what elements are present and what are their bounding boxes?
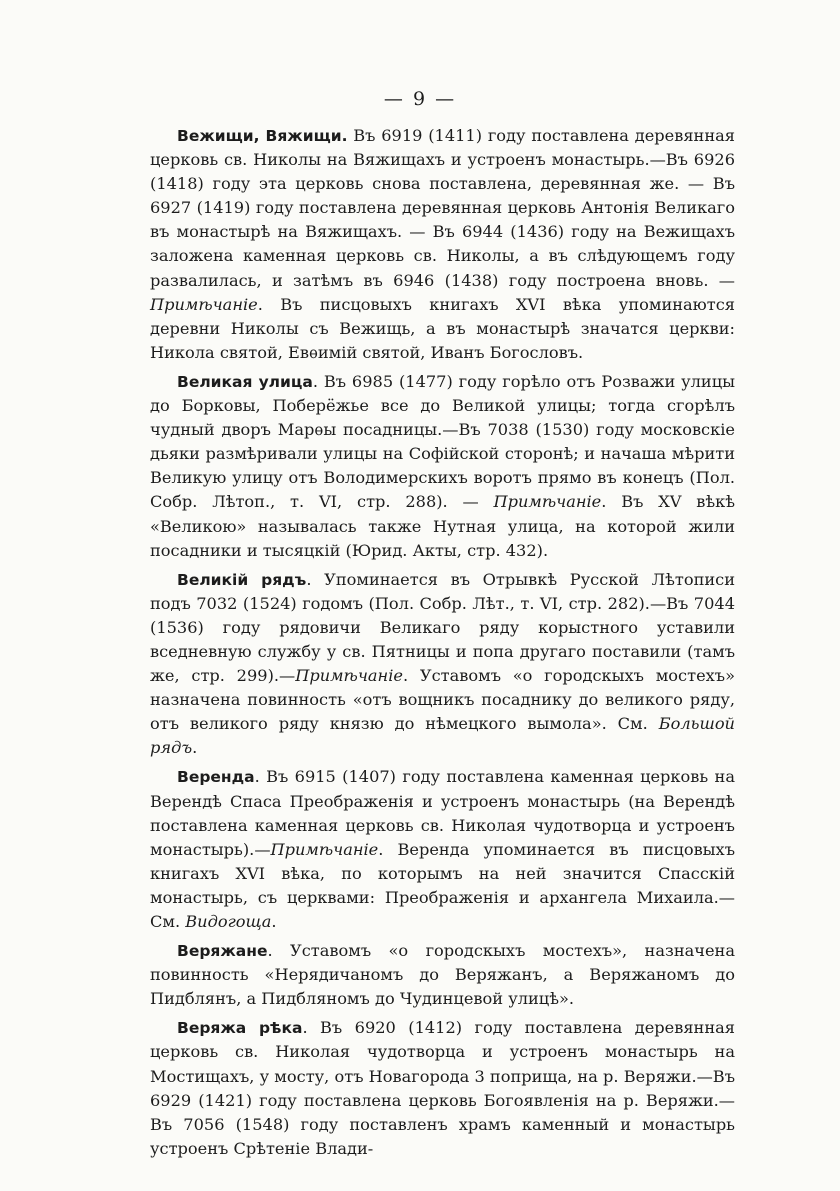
entry-term: Великая улица	[177, 372, 313, 391]
page-body	[150, 124, 735, 1166]
entry-text: .	[192, 738, 198, 758]
entry-note: Примѣчаніе	[270, 839, 379, 859]
entry-vezhishchi	[150, 124, 735, 365]
entry-note: Примѣчаніе	[493, 492, 602, 512]
entry-velikaya-ulitsa	[150, 370, 735, 563]
entry-text: . Въ 6915 (1407) году поставлена каменная церковь на Верендѣ Спаса Преображенія и устроенъ монастырь (на Верендѣ поставлена каменная церковь св. Николая чудотворца и устроенъ монастырь).—	[150, 767, 735, 859]
entry-term: Веряжа рѣка	[177, 1019, 303, 1038]
entry-text: . Въ 6920 (1412) году поставлена деревянная церковь св. Николая чудотворца и устроенъ монастырь на Мостищахъ, у мосту, отъ Новагорода 3 поприща, на р. Веряжи.—Въ 6929 (1421) году поставлена церковь Богоявленія на р. Веряжи.—Въ 7056 (1548) году поставленъ храмъ каменный и монастырь устроенъ Срѣтеніе Влади-	[150, 1018, 735, 1158]
entry-text: . Уставомъ «о городскыхъ мостехъ», назначена повинность «Нерядичаномъ до Веряжанъ, а Веряжаномъ до Пидблянъ, а Пидбляномъ до Чудинцевой улицѣ».	[150, 941, 735, 1009]
entry-text: . Въ XV вѣкѣ «Великою» называлась также Нутная улица, на которой жили посадники и тысяцкій (Юрид. Акты, стр. 432).	[150, 492, 736, 560]
entry-term: Вежищи, Вяжищи.	[177, 127, 348, 145]
entry-verenda	[150, 765, 735, 934]
entry-note: Примѣчаніе	[150, 294, 258, 314]
entry-text: . Веренда упоминается въ писцовыхъ книгахъ XVI вѣка, по которымъ на ней значится Спасскій монастырь, съ церквами: Преображенія и архангела Михаила.—См.	[150, 839, 735, 931]
entry-term: Великій рядъ	[177, 570, 307, 589]
entry-note: Примѣчаніе	[295, 666, 403, 686]
entry-text: . Въ 6985 (1477) году горѣло отъ Розважи улицы до Борковы, Поберёжье все до Великой улицы; тогда сгорѣлъ чудный дворъ Марѳы посадницы.—Въ 7038 (1530) году московскіе дьяки размѣривали улицы на Софійской сторонѣ; и начаша мѣрити Великую улицу отъ Володимерскихъ воротъ прямо въ конецъ (Пол. Собр. Лѣтоп., т. VI, стр. 288). —	[150, 371, 735, 512]
entry-veryazhane	[150, 939, 735, 1011]
entry-term: Веряжане	[177, 942, 268, 961]
entry-text: . Упоминается въ Отрывкѣ Русской Лѣтописи подъ 7032 (1524) годомъ (Пол. Собр. Лѣт., т. VI, стр. 282).—Въ 7044 (1536) году рядовичи Великаго ряду корыстного уставили вседневную службу у св. Пятницы и попа другаго поставили (тамъ же, стр. 299).—	[150, 569, 735, 686]
entry-veryazha-reka	[150, 1016, 735, 1161]
entry-text: Въ 6919 (1411) году поставлена деревянная церковь св. Николы на Вяжищахъ и устроенъ монастырь.—Въ 6926 (1418) году эта церковь снова поставлена, деревянная же. — Въ 6927 (1419) году поставлена деревянная церковь Антонія Великаго въ монастырѣ на Вяжищахъ. — Въ 6944 (1436) году на Вежищахъ заложена каменная церковь св. Николы, а въ слѣдующемъ году развалилась, и затѣмъ въ 6946 (1438) году построена вновь. —	[150, 126, 735, 290]
entry-term: Веренда	[177, 768, 255, 787]
page-number: — 9 —	[383, 88, 457, 110]
entry-text: . Уставомъ «о городскыхъ мостехъ» назначена повинность «отъ вощникъ посаднику до великого ряду, отъ великого ряду князю до нѣмецкого вымола». См.	[150, 666, 735, 734]
entry-cross-reference: Видогоща	[185, 912, 272, 931]
entry-text: .	[271, 912, 277, 931]
entry-cross-reference: Большой рядъ	[150, 714, 735, 758]
entry-velikiy-ryad	[150, 568, 735, 761]
entry-text: . Въ писцовыхъ книгахъ XVI вѣка упоминаются деревни Николы съ Вежищь, а въ монастырѣ значатся церкви: Никола святой, Евѳимій святой, Иванъ Богословъ.	[150, 294, 735, 362]
